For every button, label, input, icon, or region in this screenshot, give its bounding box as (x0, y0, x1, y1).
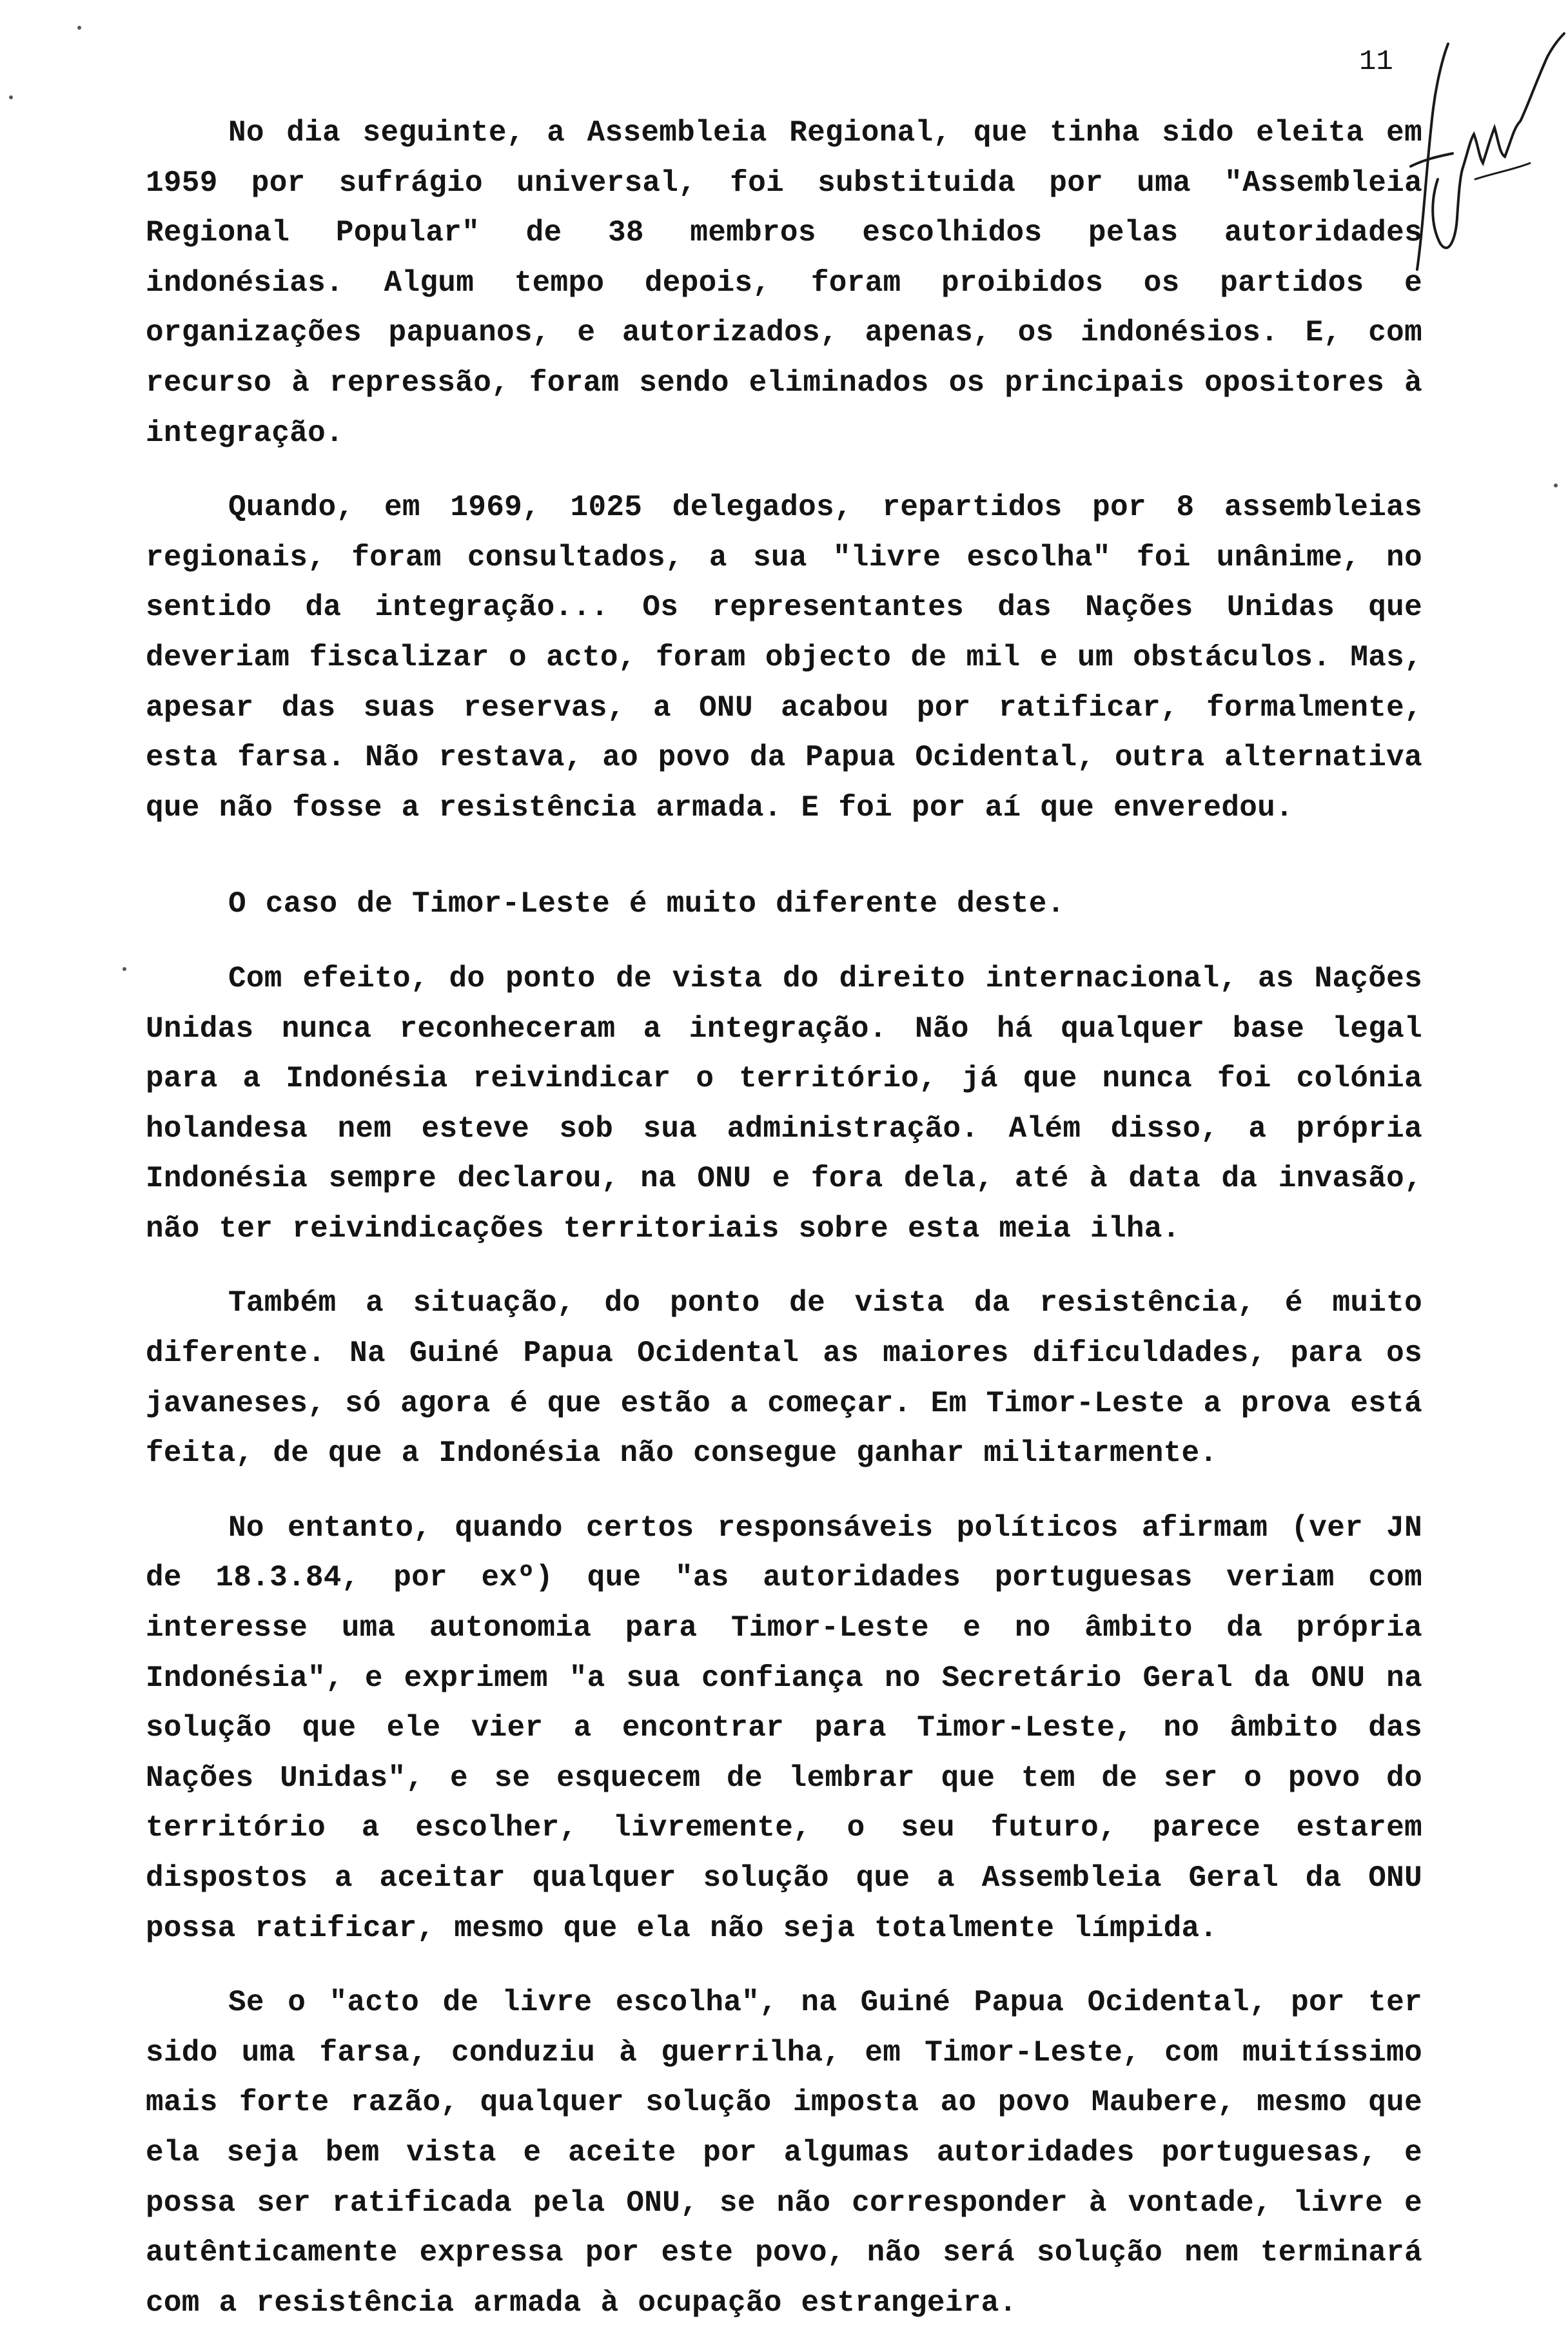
document-body (146, 108, 1422, 2341)
paragraph-6: No entanto, quando certos responsáveis políticos afirmam (ver JN de 18.3.84, por exº) que "as autoridades portuguesas veriam com interesse uma autonomia para Timor-Leste e no âmbito da própria Indonésia", e exprimem "a sua confiança no Secretário Geral da ONU na solução que ele vier a encontrar para Timor-Leste, no âmbito das Nações Unidas", e se esquecem de lembrar que tem de ser o povo do território a escolher, livremente, o seu futuro, parece estarem dispostos a aceitar qualquer solução que a Assembleia Geral da ONU possa ratificar, mesmo que ela não seja totalmente límpida. (146, 1511, 1422, 1945)
paragraph-3: O caso de Timor-Leste é muito diferente deste. (228, 887, 1065, 921)
paper-speck (77, 26, 81, 30)
paper-speck (122, 967, 126, 971)
paper-speck (9, 95, 13, 99)
paper-speck (1554, 484, 1558, 487)
paragraph-5: Também a situação, do ponto de vista da resistência, é muito diferente. Na Guiné Papua Ocidental as maiores dificuldades, para os javaneses, só agora é que estão a começar. Em Timor-Leste a prova está feita, de que a Indonésia não consegue ganhar militarmente. (146, 1286, 1422, 1471)
paragraph-1: No dia seguinte, a Assembleia Regional, que tinha sido eleita em 1959 por sufrágio universal, foi substituida por uma "Assembleia Regional Popular" de 38 membros escolhidos pelas autoridades indonésias. Algum tempo depois, foram proibidos os partidos e organizações papuanos, e autorizados, apenas, os indonésios. E, com recurso à repressão, foram sendo eliminados os principais opositores à integração. (146, 116, 1422, 450)
page-number: 11 (1359, 46, 1393, 78)
paragraph-2: Quando, em 1969, 1025 delegados, repartidos por 8 assembleias regionais, foram consultados, a sua "livre escolha" foi unânime, no sentido da integração... Os representantes das Nações Unidas que deveriam fiscalizar o acto, foram objecto de mil e um obstáculos. Mas, apesar das suas reservas, a ONU acabou por ratificar, formalmente, esta farsa. Não restava, ao povo da Papua Ocidental, outra alternativa que não fosse a resistência armada. E foi por aí que enveredou. (146, 491, 1422, 825)
paragraph-4: Com efeito, do ponto de vista do direito internacional, as Nações Unidas nunca reconheceram a integração. Não há qualquer base legal para a Indonésia reivindicar o território, já que nunca foi colónia holandesa nem esteve sob sua administração. Além disso, a própria Indonésia sempre declarou, na ONU e fora dela, até à data da invasão, não ter reivindicações territoriais sobre esta meia ilha. (146, 961, 1422, 1246)
handwritten-initials-icon (1398, 31, 1565, 276)
paragraph-7: Se o "acto de livre escolha", na Guiné Papua Ocidental, por ter sido uma farsa, conduziu à guerrilha, em Timor-Leste, com muitíssimo mais forte razão, qualquer solução imposta ao povo Maubere, mesmo que ela seja bem vista e aceite por algumas autoridades portuguesas, e possa ser ratificada pela ONU, se não corresponder à vontade, livre e autênticamente expressa por este povo, não será solução nem terminará com a resistência armada à ocupação estrangeira. (146, 1986, 1422, 2320)
